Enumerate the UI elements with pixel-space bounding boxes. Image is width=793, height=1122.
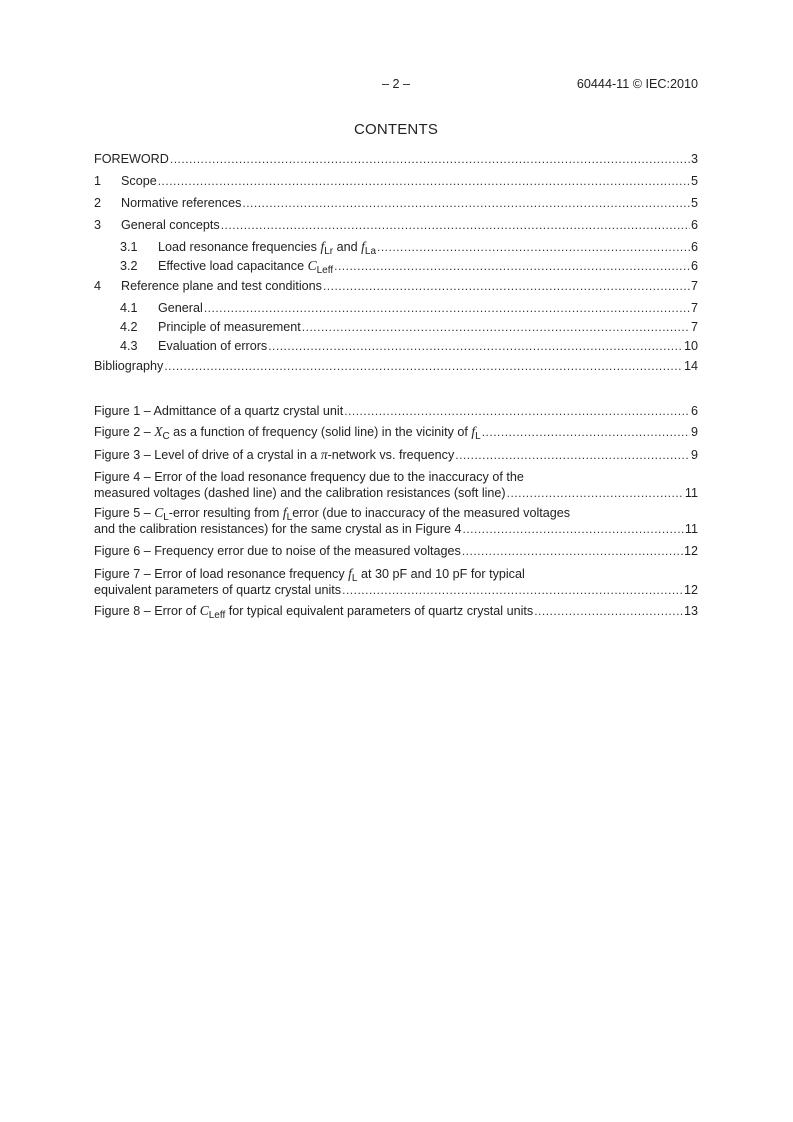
dot-leader [463, 521, 684, 537]
toc-label: Effective load capacitance $C_{Leff}$ [158, 258, 334, 276]
toc-label: Reference plane and test conditions [121, 279, 322, 293]
section-number: 4.2 [120, 320, 138, 334]
dot-leader [377, 239, 690, 255]
figure-entry-6[interactable] [94, 543, 698, 559]
figure-page: 13 [683, 604, 698, 618]
dot-leader [342, 582, 683, 598]
toc-label: Scope [121, 174, 157, 188]
toc-foreword[interactable] [94, 151, 698, 167]
figure-label: Figure 3 – Level of drive of a crystal in a π-network vs. frequency [94, 447, 455, 462]
figure-entry-3[interactable] [94, 447, 698, 463]
toc-section-4-3[interactable] [94, 338, 698, 354]
figure-entry-8[interactable] [94, 603, 698, 619]
figure-entry-4[interactable] [94, 469, 698, 501]
figure-page: 9 [690, 448, 698, 462]
toc-label: Normative references [121, 196, 242, 210]
section-number: 4.1 [120, 301, 138, 315]
section-number: 1 [94, 174, 102, 188]
dot-leader [455, 447, 690, 463]
dot-leader [204, 300, 690, 316]
dot-leader [507, 485, 684, 501]
figure-label-line-2: and the calibration resistances) for the same crystal as in Figure 4 [94, 522, 462, 536]
toc-section-3-2[interactable] [94, 258, 698, 274]
toc-scope[interactable] [94, 173, 698, 189]
page-title: CONTENTS [353, 121, 439, 138]
toc-page: 5 [690, 174, 698, 188]
section-number: 3.1 [120, 240, 138, 254]
section-number: 2 [94, 196, 102, 210]
figure-page: 9 [690, 425, 698, 439]
dot-leader [534, 603, 683, 619]
page-header [94, 77, 698, 93]
dot-leader [164, 358, 683, 374]
toc-section-3-1[interactable] [94, 239, 698, 255]
toc-label: Bibliography [94, 359, 164, 373]
dot-leader [344, 403, 690, 419]
toc-reference-plane[interactable] [94, 278, 698, 294]
figure-entry-1[interactable] [94, 403, 698, 419]
toc-label: General [158, 301, 203, 315]
dot-leader [302, 319, 690, 335]
toc-page: 6 [690, 259, 698, 273]
toc-page: 7 [690, 320, 698, 334]
dot-leader [221, 217, 690, 233]
figure-page: 11 [684, 522, 698, 536]
figure-page: 11 [684, 486, 698, 500]
section-number: 3.2 [120, 259, 138, 273]
figure-page: 12 [683, 544, 698, 558]
figure-entry-2[interactable] [94, 424, 698, 440]
toc-page: 5 [690, 196, 698, 210]
toc-page: 7 [690, 301, 698, 315]
dot-leader [462, 543, 683, 559]
figure-label-line-1: Figure $5 - C_L$-error resulting from $f_Lerror$ (due to inaccuracy of the measured voltages [94, 505, 571, 523]
toc-label: FOREWORD [94, 152, 169, 166]
toc-page: 14 [683, 359, 698, 373]
figure-entry-7[interactable] [94, 566, 698, 598]
toc-label: General concepts [121, 218, 220, 232]
dot-leader [482, 424, 690, 440]
figure-label: Figure 8 – Error of $C_{Leff}$ for typical equivalent parameters of quartz crystal units [94, 603, 534, 621]
toc-page: 10 [683, 339, 698, 353]
figure-label-line-2: measured voltages (dashed line) and the calibration resistances (soft line) [94, 486, 506, 500]
figure-label-line-1: Figure 4 – Error of the load resonance frequency due to the inaccuracy of the [94, 470, 524, 484]
toc-page: 6 [690, 218, 698, 232]
toc-general-concepts[interactable] [94, 217, 698, 233]
figure-page: 6 [690, 404, 698, 418]
dot-leader [334, 258, 690, 274]
toc-section-4-2[interactable] [94, 319, 698, 335]
toc-label: Principle of measurement [158, 320, 301, 334]
toc-page: 6 [690, 240, 698, 254]
toc-section-4-1[interactable] [94, 300, 698, 316]
dot-leader [158, 173, 690, 189]
dot-leader [268, 338, 683, 354]
dot-leader [242, 195, 690, 211]
figure-entry-5[interactable] [94, 505, 698, 537]
toc-label: Load resonance frequencies $f_{Lr}$ and $f_{La}$ [158, 239, 377, 257]
figure-label-line-2: equivalent parameters of quartz crystal units [94, 583, 342, 597]
dot-leader [323, 278, 690, 294]
toc-bibliography[interactable] [94, 358, 698, 374]
page-number: – 2 – [381, 77, 410, 91]
document-reference: 60444-11 © IEC:2010 [576, 77, 698, 91]
figure-label: Figure 6 – Frequency error due to noise of the measured voltages [94, 544, 461, 558]
section-number: 3 [94, 218, 102, 232]
dot-leader [170, 151, 690, 167]
figure-label-line-1: Figure 7 – Error of load resonance frequency $f_L$ at 30 pF and 10 pF for typical [94, 566, 525, 584]
figure-page: 12 [683, 583, 698, 597]
section-number: 4 [94, 279, 102, 293]
toc-normative-references[interactable] [94, 195, 698, 211]
toc-label: Evaluation of errors [158, 339, 268, 353]
toc-page: 3 [690, 152, 698, 166]
toc-page: 7 [690, 279, 698, 293]
figure-label: Figure $2 - X_C$ as a function of frequency (solid line) in the vicinity of $f_L$ [94, 424, 481, 442]
figure-label: Figure 1 – Admittance of a quartz crystal unit [94, 404, 344, 418]
section-number: 4.3 [120, 339, 138, 353]
